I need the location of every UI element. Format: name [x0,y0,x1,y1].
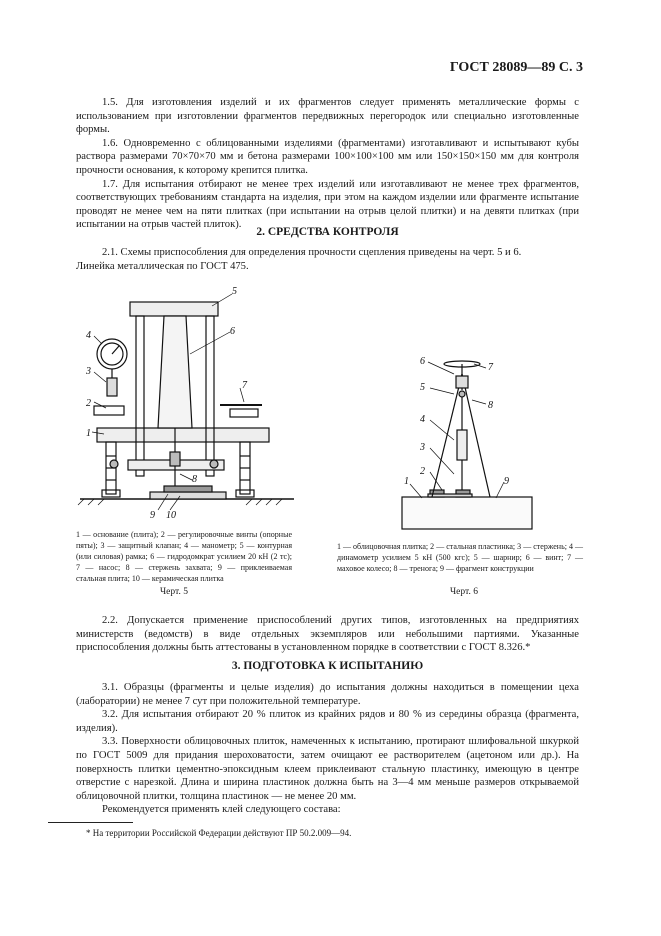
figure5-label-9: 9 [150,510,155,521]
figure5-label-6: 6 [230,326,235,337]
section2-intro [76,246,579,273]
section2-para2 [76,614,579,655]
figure5-title: Черт. 5 [160,587,188,597]
paragraph-1-5: 1.5. Для изготовления изделий и их фрагментов следует применять металлические формы с использованием при изготовлении фрагментов передвижных перегородок или специально изготовленные формы. [76,97,579,136]
section3-title: 3. ПОДГОТОВКА К ИСПЫТАНИЮ [231,660,424,672]
figure5-label-8: 8 [192,474,197,485]
figure5-label-4: 4 [86,330,91,341]
figure6-label-4: 4 [420,414,425,425]
figure6-title: Черт. 6 [450,587,478,597]
figure6-label-5: 5 [420,382,425,393]
figure5-label-5: 5 [232,286,237,297]
figure6-label-3: 3 [420,442,425,453]
section3-text [76,681,579,817]
figure5-label-10: 10 [166,510,176,521]
figure5-label-1: 1 [86,428,91,439]
footnote: * На территории Российской Федерации действуют ПР 50.2.009—94. [86,828,352,838]
figure6-label-6: 6 [420,356,425,367]
paragraph-3-1: 3.1. Образцы (фрагменты и целые изделия) до испытания должны находиться в помещении цеха (лаборатории) не менее 7 сут при положительной температуре. [76,682,579,707]
paragraph-recommendation: Рекомендуется применять клей следующего состава: [102,804,341,816]
paragraph-2-1-ruler: Линейка металлическая по ГОСТ 475. [76,260,249,272]
paragraph-3-2: 3.2. Для испытания отбирают 20 % плиток из крайних рядов и 80 % из середины образца (фрагмента, изделия). [76,709,579,734]
figure6-caption: 1 — облицовочная плитка; 2 — стальная пластинка; 3 — стержень; 4 — динамометр усилием 5 кН (500 кгс); 5 — шарнир; 6 — винт; 7 — маховое колесо; 8 — тренога; 9 — фрагмент конструкции [337,542,583,573]
figure5-label-2: 2 [86,398,91,409]
figure6-label-9: 9 [504,476,509,487]
figure6-label-7: 7 [488,362,493,373]
page-header: ГОСТ 28089—89 С. 3 [449,60,583,75]
figure6-drawing [392,350,542,535]
paragraph-2-2: 2.2. Допускается применение приспособлений других типов, изготовленных на предприятиях министерств (ведомств) в виде отдельных экземпляров или небольшими партиями. Указанные приспособления должны быть аттестованы в установленном порядке в соответствии с ГОСТ 8.326.* [76,615,579,654]
paragraph-3-3: 3.3. Поверхности облицовочных плиток, намеченных к испытанию, протирают шлифовальной шкуркой по ГОСТ 5009 для придания шероховатости, затем очищают ее растворителем (ацетоном или др.). На поверхность плитки цементно-эпоксидным клеем приклеивают стальную пластинку, имеющую в центре отверстие с нарезкой. Длина и ширина пластинок должна быть на 3—4 мм меньше размеров открываемой облицовочной плитки, толщина пластинок — не менее 20 мм. [76,736,579,802]
figure5-label-3: 3 [86,366,91,377]
section2-title: 2. СРЕДСТВА КОНТРОЛЯ [256,226,399,238]
section1-text [76,96,579,232]
figure6-label-8: 8 [488,400,493,411]
footnote-separator [48,822,133,823]
figure5-label-7: 7 [242,380,247,391]
paragraph-1-6: 1.6. Одновременно с облицованными изделиями (фрагментами) изготавливают и испытывают кубы раствора размерами 70×70×70 мм и бетона размерами 100×100×100 мм или 150×150×150 мм для контроля прочности основания, к которому крепится плитка. [76,137,579,176]
figure5-drawing [72,284,302,524]
figure6-label-2: 2 [420,466,425,477]
figure6-label-1: 1 [404,476,409,487]
paragraph-1-7: 1.7. Для испытания отбирают не менее трех изделий или изготавливают не менее трех фрагментов, соответствующих требованиям стандарта на изделия, при этом на каждом изделии или фрагменте испытание проводят не менее чем на пяти плитках (при испытании на отрыв целой плитки) и на девяти плитках (при испытании на отрыв частей плиток). [76,178,579,231]
figure5-caption: 1 — основание (плита); 2 — регулировочные винты (опорные пяты); 3 — защитный клапан; 4 — манометр; 5 — контурная (или силовая) рамка; 6 — гидродомкрат усилием 20 кН (2 тс); 7 — насос; 8 — стержень захвата; 9 — приклеиваемая стальная плита; 10 — керамическая плитка [76,530,292,583]
paragraph-2-1: 2.1. Схемы приспособления для определения прочности сцепления приведены на черт. 5 и 6. [102,247,522,258]
